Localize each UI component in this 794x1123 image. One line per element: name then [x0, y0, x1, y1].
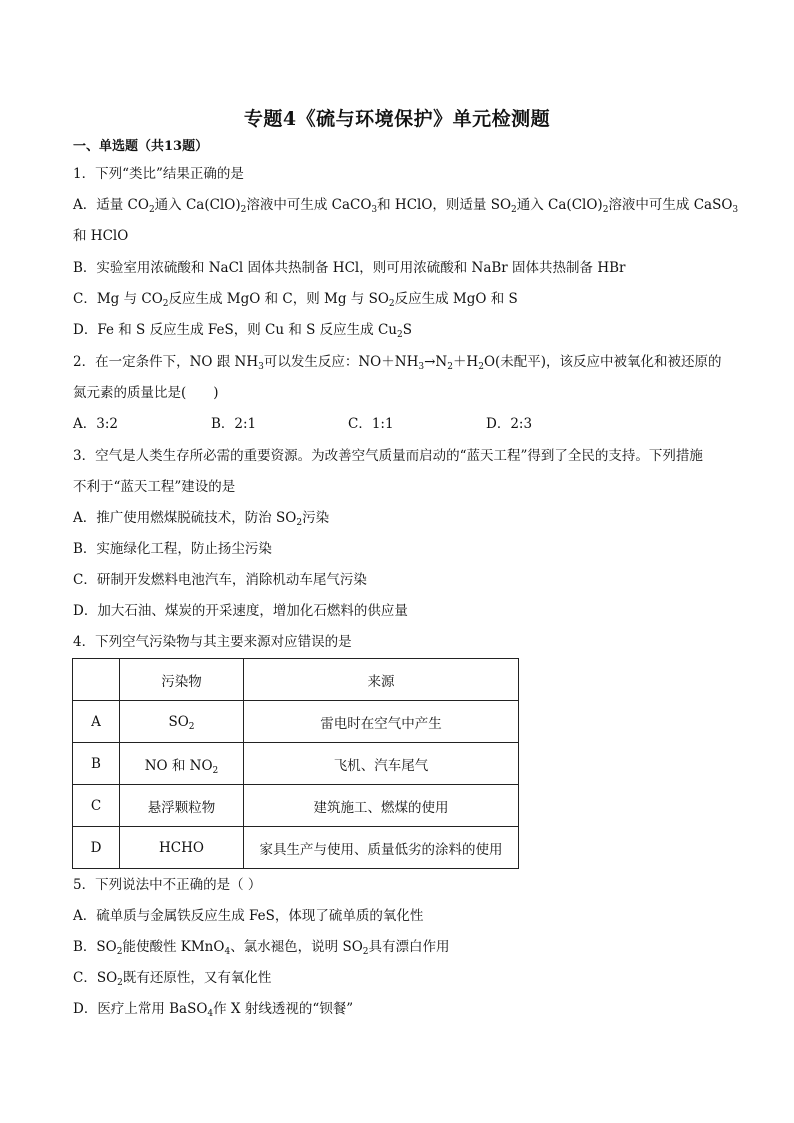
q4-stem: 4．下列空气污染物与其主要来源对应错误的是: [73, 634, 352, 650]
q3-stem-cont: 不利于“蓝天工程”建设的是: [73, 479, 236, 495]
table-cell-pollutant: $SO_2$: [120, 701, 244, 743]
q3-option-a: A．推广使用燃煤脱硫技术，防治 $SO_2$污染: [73, 510, 330, 528]
q1-option-c: C．Mg 与 $CO_2$反应生成 MgO 和 C，则 Mg 与 $SO_2$反应生成 MgO 和 S: [73, 291, 518, 309]
table-cell-key: D: [73, 827, 120, 869]
table-cell-pollutant: 悬浮颗粒物: [120, 785, 244, 827]
table-cell-source: 飞机、汽车尾气: [244, 743, 519, 785]
table-cell-pollutant: HCHO: [120, 827, 244, 869]
table-cell-source: 家具生产与使用、质量低劣的涂料的使用: [244, 827, 519, 869]
q2-stem: 2．在一定条件下，NO 跟 $NH_3$可以发生反应：$NO+NH_3\to N_2+H_2O$(未配平)，该反应中被氧化和被还原的: [73, 354, 722, 372]
section-heading: 一、单选题（共13题）: [73, 139, 209, 154]
q4-table: [72, 658, 519, 869]
q2-option-d: D．2:3: [486, 416, 533, 432]
q5-option-d: D．医疗上常用 BaSO$_4$作 X 射线透视的“钡餐”: [73, 1001, 354, 1019]
q1-option-d: D．Fe 和 S 反应生成 FeS，则 Cu 和 S 反应生成 $Cu_2S$: [73, 322, 412, 340]
table-header-cell: 污染物: [120, 659, 244, 701]
q5-option-b: B．$SO_2$能使酸性 KMnO$_4$、氯水褪色，说明 $SO_2$具有漂白作用: [73, 939, 450, 957]
q2-option-c: C．1:1: [348, 416, 394, 432]
table-cell-pollutant: NO 和 $NO_2$: [120, 743, 244, 785]
q2-option-b: B．2:1: [211, 416, 257, 432]
table-header-cell: [73, 659, 120, 701]
q2-stem-cont: 氮元素的质量比是( ): [73, 385, 219, 401]
q3-stem: 3．空气是人类生存所必需的重要资源。为改善空气质量而启动的“蓝天工程”得到了全民的支持。下列措施: [73, 448, 703, 464]
table-cell-key: A: [73, 701, 120, 743]
q1-stem: 1．下列“类比”结果正确的是: [73, 166, 244, 182]
q3-option-b: B．实施绿化工程，防止扬尘污染: [73, 541, 272, 557]
q3-option-c: C．研制开发燃料电池汽车，消除机动车尾气污染: [73, 572, 367, 588]
table-cell-key: B: [73, 743, 120, 785]
q1-option-b: B．实验室用浓硫酸和 NaCl 固体共热制备 HCl，则可用浓硫酸和 NaBr 固体共热制备 HBr: [73, 260, 626, 276]
page-title: 专题4《硫与环境保护》单元检测题: [243, 108, 551, 130]
table-row: [73, 785, 519, 827]
q2-option-a: A．3:2: [73, 416, 118, 432]
table-row: [73, 827, 519, 869]
q5-option-a: A．硫单质与金属铁反应生成 FeS，体现了硫单质的氧化性: [73, 908, 424, 924]
table-row: [73, 701, 519, 743]
q3-option-d: D．加大石油、煤炭的开采速度，增加化石燃料的供应量: [73, 603, 408, 619]
table-row: [73, 743, 519, 785]
table-header-row: [73, 659, 519, 701]
q1-option-a-cont: 和 HClO: [73, 228, 129, 244]
q1-option-a: A．适量 $CO_2$通入 $Ca(ClO)_2$溶液中可生成 CaCO$_3$和 HClO，则适量 $SO_2$通入 $Ca(ClO)_2$溶液中可生成 CaSO$_3$: [73, 197, 739, 215]
table-cell-key: C: [73, 785, 120, 827]
q5-option-c: C．$SO_2$既有还原性，又有氧化性: [73, 970, 272, 988]
table-cell-source: 雷电时在空气中产生: [244, 701, 519, 743]
table-cell-source: 建筑施工、燃煤的使用: [244, 785, 519, 827]
table-header-cell: 来源: [244, 659, 519, 701]
q5-stem: 5．下列说法中不正确的是（ ）: [73, 877, 262, 893]
